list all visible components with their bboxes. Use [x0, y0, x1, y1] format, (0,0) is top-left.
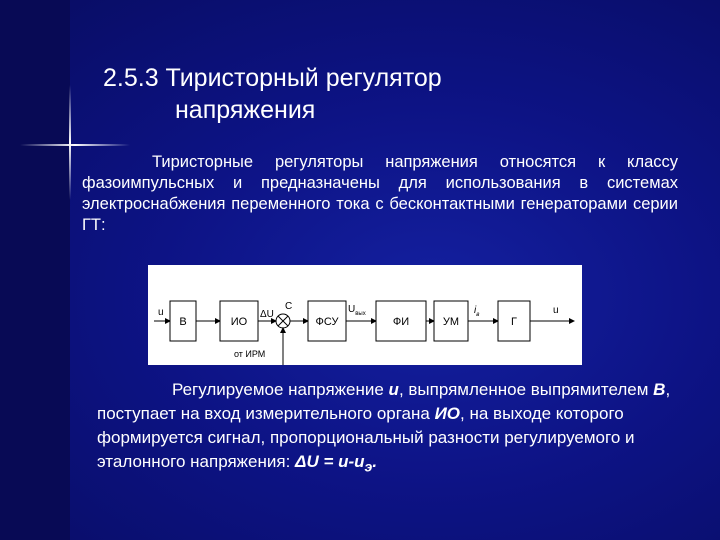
- block-um-label: УМ: [442, 316, 460, 328]
- title-line2: напряжения: [175, 96, 316, 124]
- irm-label: от ИРМ: [234, 349, 266, 359]
- sparkle-vertical: [69, 85, 71, 200]
- u-out-main: U: [348, 304, 356, 315]
- para-io: ИО: [434, 404, 461, 423]
- block-v-label: В: [179, 316, 187, 328]
- block-g-label: Г: [511, 316, 517, 328]
- current-sub: в: [476, 312, 480, 318]
- current-label: [474, 305, 479, 318]
- description-paragraph: [97, 378, 687, 479]
- intro-paragraph: [82, 152, 678, 236]
- block-diagram: [148, 265, 582, 365]
- comparator-label: C: [285, 301, 293, 312]
- block-fsu-label: ФСУ: [315, 316, 339, 328]
- para-formula: ΔU = u-u: [295, 452, 365, 471]
- u-out-label: [348, 304, 366, 317]
- title-line1: 2.5.3 Тиристорный регулятор: [103, 64, 442, 92]
- input-label: u: [158, 307, 164, 318]
- slide-title: [103, 62, 442, 126]
- current-main: i: [474, 305, 477, 316]
- para-text-4: , на выходе которого формируется сигнал, пропорциональный разности регулируемого и эталонного напряжения:: [97, 404, 635, 471]
- sparkle-horizontal: [20, 144, 130, 146]
- output-label: u: [553, 305, 559, 316]
- para-text-2: , выпрямленное выпрямителем: [398, 380, 654, 399]
- intro-text: Тиристорные регуляторы напряжения относятся к классу фазоимпульсных и предназначены для использования в системах электроснабжения переменного тока с бесконтактными генераторами серии ГТ:: [82, 153, 678, 234]
- para-formula-sub: э: [364, 459, 373, 476]
- para-u: u: [388, 380, 399, 399]
- para-formula-end: .: [372, 452, 378, 471]
- block-io-label: ИО: [230, 316, 248, 328]
- para-v: В: [653, 380, 666, 399]
- block-diagram-svg: [148, 265, 582, 365]
- u-out-sub: вых: [355, 311, 366, 317]
- para-text-1: Регулируемое напряжение: [172, 380, 389, 399]
- block-fi-label: ФИ: [392, 316, 410, 328]
- para-text-3: , поступает на вход измерительного органа: [97, 380, 671, 423]
- left-band: [0, 0, 70, 540]
- delta-u-label: ΔU: [260, 309, 274, 320]
